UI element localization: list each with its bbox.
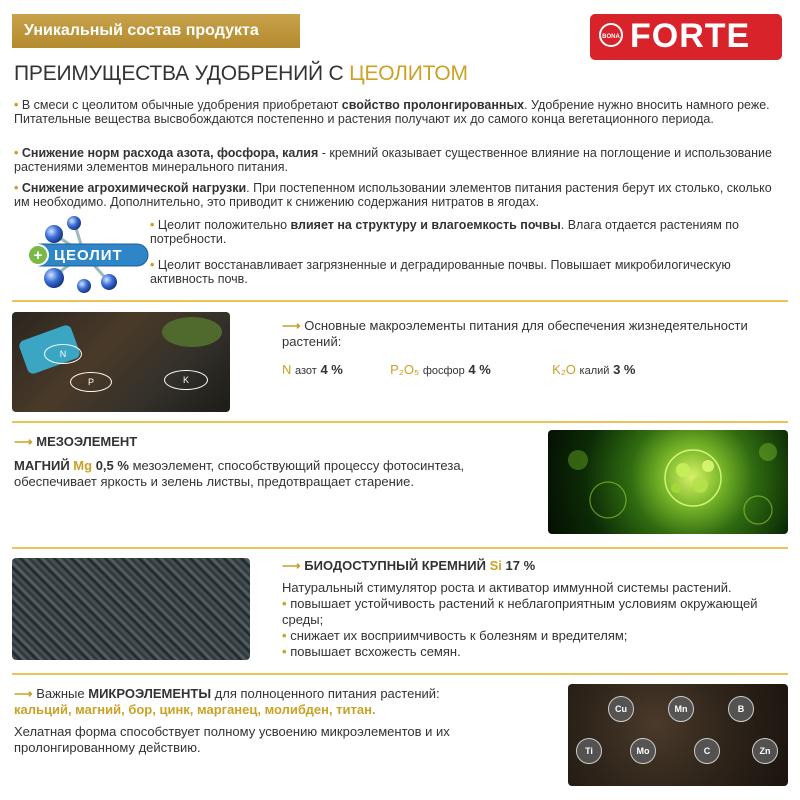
intro-p2-a: Снижение норм расхода азота, фосфора, калия xyxy=(21,146,319,160)
silicon-list-item xyxy=(282,596,787,628)
arrow-icon: ⟶ xyxy=(282,558,301,573)
magnesium-symbol: Mg xyxy=(73,458,93,473)
page-title xyxy=(14,62,468,86)
element-chip-c: C xyxy=(694,738,720,764)
bullet-icon: • xyxy=(150,258,155,272)
intro-paragraph-3 xyxy=(14,181,784,209)
title-highlight: ЦЕОЛИТОМ xyxy=(349,62,468,85)
meso-description xyxy=(14,458,524,490)
micro-list: кальций, магний, бор, цинк, марганец, молибден, титан. xyxy=(14,702,376,717)
element-chip-cu: Cu xyxy=(608,696,634,722)
nutrient-ring-k: K xyxy=(164,370,208,390)
magnesium-name: МАГНИЙ xyxy=(14,458,70,473)
intro-p1-a: В смеси с цеолитом обычные удобрения приобретают xyxy=(21,98,342,112)
bullet-icon: • xyxy=(282,628,287,643)
plant-shape xyxy=(162,317,222,347)
silicon-heading-text: БИОДОСТУПНЫЙ КРЕМНИЙ xyxy=(304,558,486,573)
section-divider xyxy=(12,673,788,675)
silicon-list-item xyxy=(282,628,787,644)
magnesium-value: 0,5 % xyxy=(95,458,129,473)
intro-paragraph-4 xyxy=(150,218,782,246)
section-divider xyxy=(12,421,788,423)
intro-p4-a: Цеолит положительно xyxy=(157,218,291,232)
silicon-symbol: Si xyxy=(489,558,502,573)
arrow-icon: ⟶ xyxy=(14,686,33,701)
element-chip-ti: Ti xyxy=(576,738,602,764)
logo-badge: BONA xyxy=(599,23,623,47)
silicon-list-item xyxy=(282,644,787,660)
macro-description xyxy=(282,318,782,350)
soil-photo xyxy=(12,312,230,412)
section-banner: Уникальный состав продукта xyxy=(12,14,300,48)
intro-paragraph-1 xyxy=(14,98,784,126)
logo-wordmark: FORTE xyxy=(630,17,751,55)
cell-bubbles-graphic xyxy=(548,430,788,534)
element-chip-zn: Zn xyxy=(752,738,778,764)
p-symbol: P₂O₅ xyxy=(390,362,420,377)
silicon-value: 17 % xyxy=(505,558,536,573)
svg-text:+: + xyxy=(33,247,43,264)
silicon-heading xyxy=(282,558,535,574)
bullet-icon: • xyxy=(282,644,287,659)
silicon-item-text: снижает их восприимчивость к болезням и вредителям; xyxy=(290,628,628,643)
intro-p5: Цеолит восстанавливает загрязненные и деградированные почвы. Повышает микробилогическую активность почв. xyxy=(150,258,731,286)
micro-text-b: МИКРОЭЛЕМЕНТЫ xyxy=(88,686,212,701)
silicon-item-text: повышает всхожесть семян. xyxy=(290,644,461,659)
bullet-icon: • xyxy=(14,146,19,160)
micro-heading xyxy=(14,686,554,702)
zeolite-stones-photo xyxy=(12,558,250,660)
nutrient-ring-p: P xyxy=(70,372,112,392)
arrow-icon: ⟶ xyxy=(14,434,33,449)
element-chip-mn: Mn xyxy=(668,696,694,722)
intro-p4-c: . Влага отдается растениям по потребности. xyxy=(150,218,739,246)
nutrient-ring-n: N xyxy=(44,344,82,364)
bullet-icon: • xyxy=(14,181,19,195)
intro-p3-b: . При постепенном использовании элементов питания растения берут их столько, сколько им необходимо. Дополнительно, это приводит к снижению содержания нитратов в ягодах. xyxy=(14,181,772,209)
silicon-item-text: повышает устойчивость растений к неблагоприятным условиям окружающей среды; xyxy=(282,596,758,627)
meso-heading xyxy=(14,434,137,450)
section-divider xyxy=(12,547,788,549)
silicon-description xyxy=(282,580,787,660)
macro-text: Основные макроэлементы питания для обеспечения жизнедеятельности растений: xyxy=(282,318,748,349)
k-label: калий xyxy=(579,365,610,377)
p-label: фосфор xyxy=(422,365,465,377)
intro-paragraph-2 xyxy=(14,146,784,174)
arrow-icon: ⟶ xyxy=(282,318,301,333)
silicon-intro: Натуральный стимулятор роста и активатор иммунной системы растений. xyxy=(282,580,732,595)
macro-values xyxy=(282,362,782,377)
p-value: 4 % xyxy=(468,362,491,377)
bullet-icon: • xyxy=(150,218,155,232)
bullet-icon: • xyxy=(282,596,287,611)
section-divider xyxy=(12,300,788,302)
magnesium-desc: мезоэлемент, способствующий процессу фотосинтеза, обеспечивает яркость и зелень листвы, предотвращает старение. xyxy=(14,458,465,489)
n-symbol: N xyxy=(282,362,292,377)
intro-p2-b: - кремний оказывает существенное влияние на поглощение и использование растениями элементов минерального питания. xyxy=(14,146,772,174)
micro-description xyxy=(14,686,554,756)
intro-p1-c: . Удобрение нужно вносить намного реже. Питательные вещества высвобождаются постепенно и растения получают их до самого конца вегетационного периода. xyxy=(14,98,770,126)
zeolite-label: ЦЕОЛИТ xyxy=(54,247,123,264)
intro-p4-b: влияет на структуру и влагоемкость почвы xyxy=(290,218,561,232)
title-prefix: ПРЕИМУЩЕСТВА УДОБРЕНИЙ С xyxy=(14,62,350,85)
n-value: 4 % xyxy=(320,362,343,377)
n-label: азот xyxy=(295,365,317,377)
micro-desc: Хелатная форма способствует полному усвоению микроэлементов и их пролонгированному действию. xyxy=(14,724,450,755)
chlorophyll-photo xyxy=(548,430,788,534)
element-chip-mo: Mo xyxy=(630,738,656,764)
k-value: 3 % xyxy=(613,362,636,377)
element-chip-b: B xyxy=(728,696,754,722)
brand-logo xyxy=(590,14,782,60)
meso-heading-text: МЕЗОЭЛЕМЕНТ xyxy=(36,434,138,449)
zeolite-molecule-graphic xyxy=(14,214,150,296)
intro-p1-b: свойство пролонгированных xyxy=(341,98,525,112)
bullet-icon: • xyxy=(14,98,19,112)
micro-text-a: Важные xyxy=(36,686,89,701)
intro-paragraph-5 xyxy=(150,258,782,286)
micro-text-c: для полноценного питания растений: xyxy=(211,686,440,701)
intro-p3-a: Снижение агрохимической нагрузки xyxy=(21,181,247,195)
k-symbol: K₂O xyxy=(552,362,576,377)
soil-elements-photo xyxy=(568,684,788,786)
